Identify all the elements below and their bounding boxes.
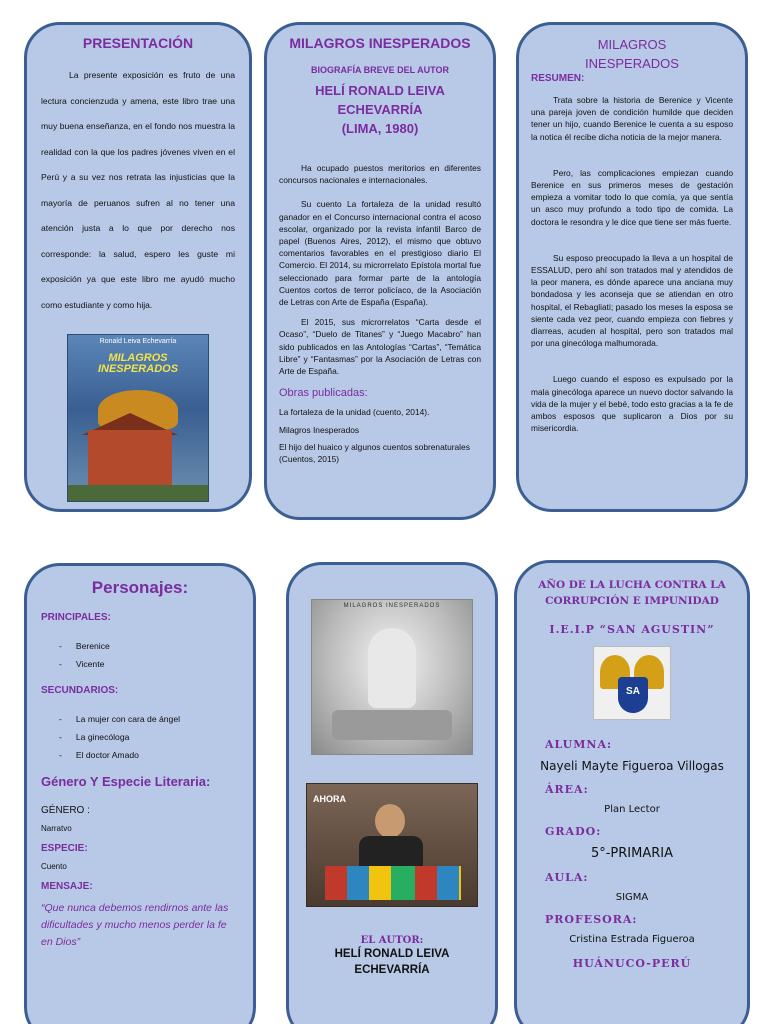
author-head-shape bbox=[375, 804, 405, 838]
resumen-paragraph-1: Trata sobre la historia de Berenice y Vicente una pareja joven de condición humilde que deciden tener un hijo, cuando Berenice le cuenta a su esposo la notica él recibe dicha noticia de la mejor manera. bbox=[531, 95, 733, 142]
school-name: I.E.I.P “SAN AGUSTIN” bbox=[549, 623, 715, 636]
obras-list bbox=[279, 405, 481, 465]
secundarios-label: SECUNDARIOS: bbox=[41, 685, 119, 696]
biografia-paragraph-1: Ha ocupado puestos meritorios en diferentes concursos nacionales e internacionales. bbox=[279, 163, 481, 186]
character-item: - El doctor Amado bbox=[59, 750, 239, 760]
presentacion-text: La presente exposición es fruto de una lectura concienzuda y amena, este libro trae una muy buena enseñanza, en el fondo nos muestra la realidad con la que los padres jóvenes viven en el Perú y a su vez nos retrata las injusticias que la mayoría de peruanos sufren al no tener una atención justa a lo que por derecho nos corresponde: la salud, espero les guste mi exposición ya que este libro me ayudó mucho como estudiante y como hija. bbox=[41, 70, 235, 310]
author-label: EL AUTOR: bbox=[360, 935, 424, 946]
panel-presentacion bbox=[24, 22, 252, 512]
character-item: - La ginecóloga bbox=[59, 732, 239, 742]
biografia-title: MILAGROS INESPERADOS bbox=[289, 35, 471, 51]
character-item: - Vicente bbox=[59, 659, 239, 669]
character-item: - Berenice bbox=[59, 641, 239, 651]
year-motto-line2: CORRUPCIÓN E IMPUNIDAD bbox=[545, 595, 719, 607]
principales-list bbox=[41, 641, 239, 669]
author-name-line1: HELÍ RONALD LEIVA bbox=[334, 948, 450, 960]
character-item: - La mujer con cara de ángel bbox=[59, 714, 239, 724]
cover-title: MILAGROS INESPERADOS bbox=[97, 352, 179, 375]
year-motto-line1: AÑO DE LA LUCHA CONTRA LA bbox=[538, 579, 726, 591]
obras-title: Obras publicadas: bbox=[279, 387, 368, 400]
personajes-title: Personajes: bbox=[91, 578, 189, 597]
aula-label: AULA: bbox=[545, 871, 589, 884]
resumen-paragraph-2: Pero, las complicaciones empiezan cuando Berenice en sus primeros meses de gestación empieza a vomitar todo lo que comía, ya que sentía un asco muy profundo a todo tipo de comida. La doctora le resondra y le dice que tiene ser más fuerte. bbox=[531, 167, 733, 227]
cover-house-shape bbox=[88, 430, 172, 490]
biografia-subtitle: BIOGRAFÍA BREVE DEL AUTOR bbox=[310, 65, 449, 75]
profesora-value: Cristina Estrada Figueroa bbox=[569, 934, 695, 945]
illustration-caption: MILAGROS INESPERADOS bbox=[343, 603, 441, 609]
obra-item: El hijo del huaico y algunos cuentos sobrenaturales (Cuentos, 2015) bbox=[279, 442, 470, 465]
presentacion-title: PRESENTACIÓN bbox=[82, 35, 194, 51]
biografia-paragraph-3: El 2015, sus microrrelatos “Carta desde el Ocaso”, “Duelo de Titanes” y “Juego Macabro” han sido publicados en las Antologías “Cartas”, “Temática Libre” y “Fantasmas” por la Asociación de Letras con Arte de España. bbox=[279, 317, 481, 377]
area-value: Plan Lector bbox=[604, 804, 660, 815]
profesora-label: PROFESORA: bbox=[545, 913, 638, 926]
panel-resumen bbox=[516, 22, 748, 512]
alumna-label: ALUMNA: bbox=[545, 738, 613, 751]
mensaje-text: “Que nunca debemos rendirnos ante las dificultades y mucho menos perder la fe en Dios” bbox=[41, 902, 229, 948]
resumen-label: RESUMEN: bbox=[531, 73, 585, 84]
biografia-paragraph-2: Su cuento La fortaleza de la unidad resultó ganador en el Concurso internacional contra el acoso escolar, organizado por la revista infantil Barco de papel (Buenos Aires, 2012), el mismo que obtuvo comentarios favorables en el prestigioso diario El Comercio. El 2014, su microrrelato Epístola mortal fue seleccionado para formar parte de la antología Cuentos cortos de terror policíaco, de la Asociación de Letras con Arte de España (España). bbox=[279, 199, 481, 308]
genero-label: GÉNERO : bbox=[41, 805, 90, 816]
area-label: ÁREA: bbox=[545, 783, 589, 796]
resumen-title-line2: INESPERADOS bbox=[585, 56, 679, 71]
angel-illustration bbox=[311, 599, 473, 755]
author-photo bbox=[306, 783, 478, 907]
angel-figure-shape bbox=[368, 628, 416, 708]
logo-shield: SA bbox=[618, 677, 648, 713]
book-cover-image bbox=[67, 334, 209, 502]
resumen-paragraph-3: Su esposo preocupado la lleva a un hospital de ESSALUD, pero ahí son tratados mal y atendidos de la peor manera, es dónde aparece una anciana muy bondadosa y les aconseja que se atiendan en otro hospital, el Rebagliati; pasado los meses la esposa se siente cada vez peor, cuando empieza con fiebres y diarreas, acuden al hospital, pero son tratados mal por una ginecóloga malhumorada. bbox=[531, 252, 733, 349]
biografia-author-origin: (LIMA, 1980) bbox=[341, 121, 419, 136]
resumen-paragraph-4: Luego cuando el esposo es expulsado por la mala ginecóloga aparece un nuevo doctor salvando la vida de la mujer y el bebé, todo esto gracias a la fe de ambos esposos que suplicaron a Dios por su misericordia. bbox=[531, 374, 733, 434]
especie-label: ESPECIE: bbox=[41, 843, 88, 854]
panel-autor bbox=[286, 562, 498, 1024]
bed-shape bbox=[332, 710, 452, 740]
genero-title: Género Y Especie Literaria: bbox=[41, 774, 211, 789]
grado-label: GRADO: bbox=[545, 825, 602, 838]
city-text: HUÁNUCO-PERÚ bbox=[572, 957, 692, 970]
photo-logo-text: AHORA bbox=[313, 794, 346, 804]
cover-author: Ronald Leiva Echevarría bbox=[99, 338, 177, 345]
biografia-author-name: HELÍ RONALD LEIVA ECHEVARRÍA bbox=[315, 83, 445, 117]
panel-biografia bbox=[264, 22, 496, 520]
especie-value: Cuento bbox=[41, 862, 67, 871]
secundarios-list bbox=[41, 714, 239, 760]
mensaje-label: MENSAJE: bbox=[41, 881, 93, 892]
alumna-value: Nayeli Mayte Figueroa Villogas bbox=[540, 759, 724, 773]
genero-value: Narratvo bbox=[41, 824, 72, 833]
obra-item: La fortaleza de la unidad (cuento, 2014). bbox=[279, 407, 430, 418]
author-name-line2: ECHEVARRÍA bbox=[354, 964, 430, 976]
obra-item: Milagros Inesperados bbox=[279, 425, 360, 436]
panel-portada bbox=[514, 560, 750, 1024]
principales-label: PRINCIPALES: bbox=[41, 612, 111, 623]
grado-value: 5°-PRIMARIA bbox=[590, 846, 674, 861]
author-caption bbox=[303, 935, 481, 978]
books-shape bbox=[325, 866, 461, 900]
panel-personajes bbox=[24, 563, 256, 1024]
cover-ground-shape bbox=[68, 485, 208, 501]
resumen-title-line1: MILAGROS bbox=[597, 37, 667, 52]
school-logo bbox=[593, 646, 671, 720]
aula-value: SIGMA bbox=[615, 892, 649, 903]
